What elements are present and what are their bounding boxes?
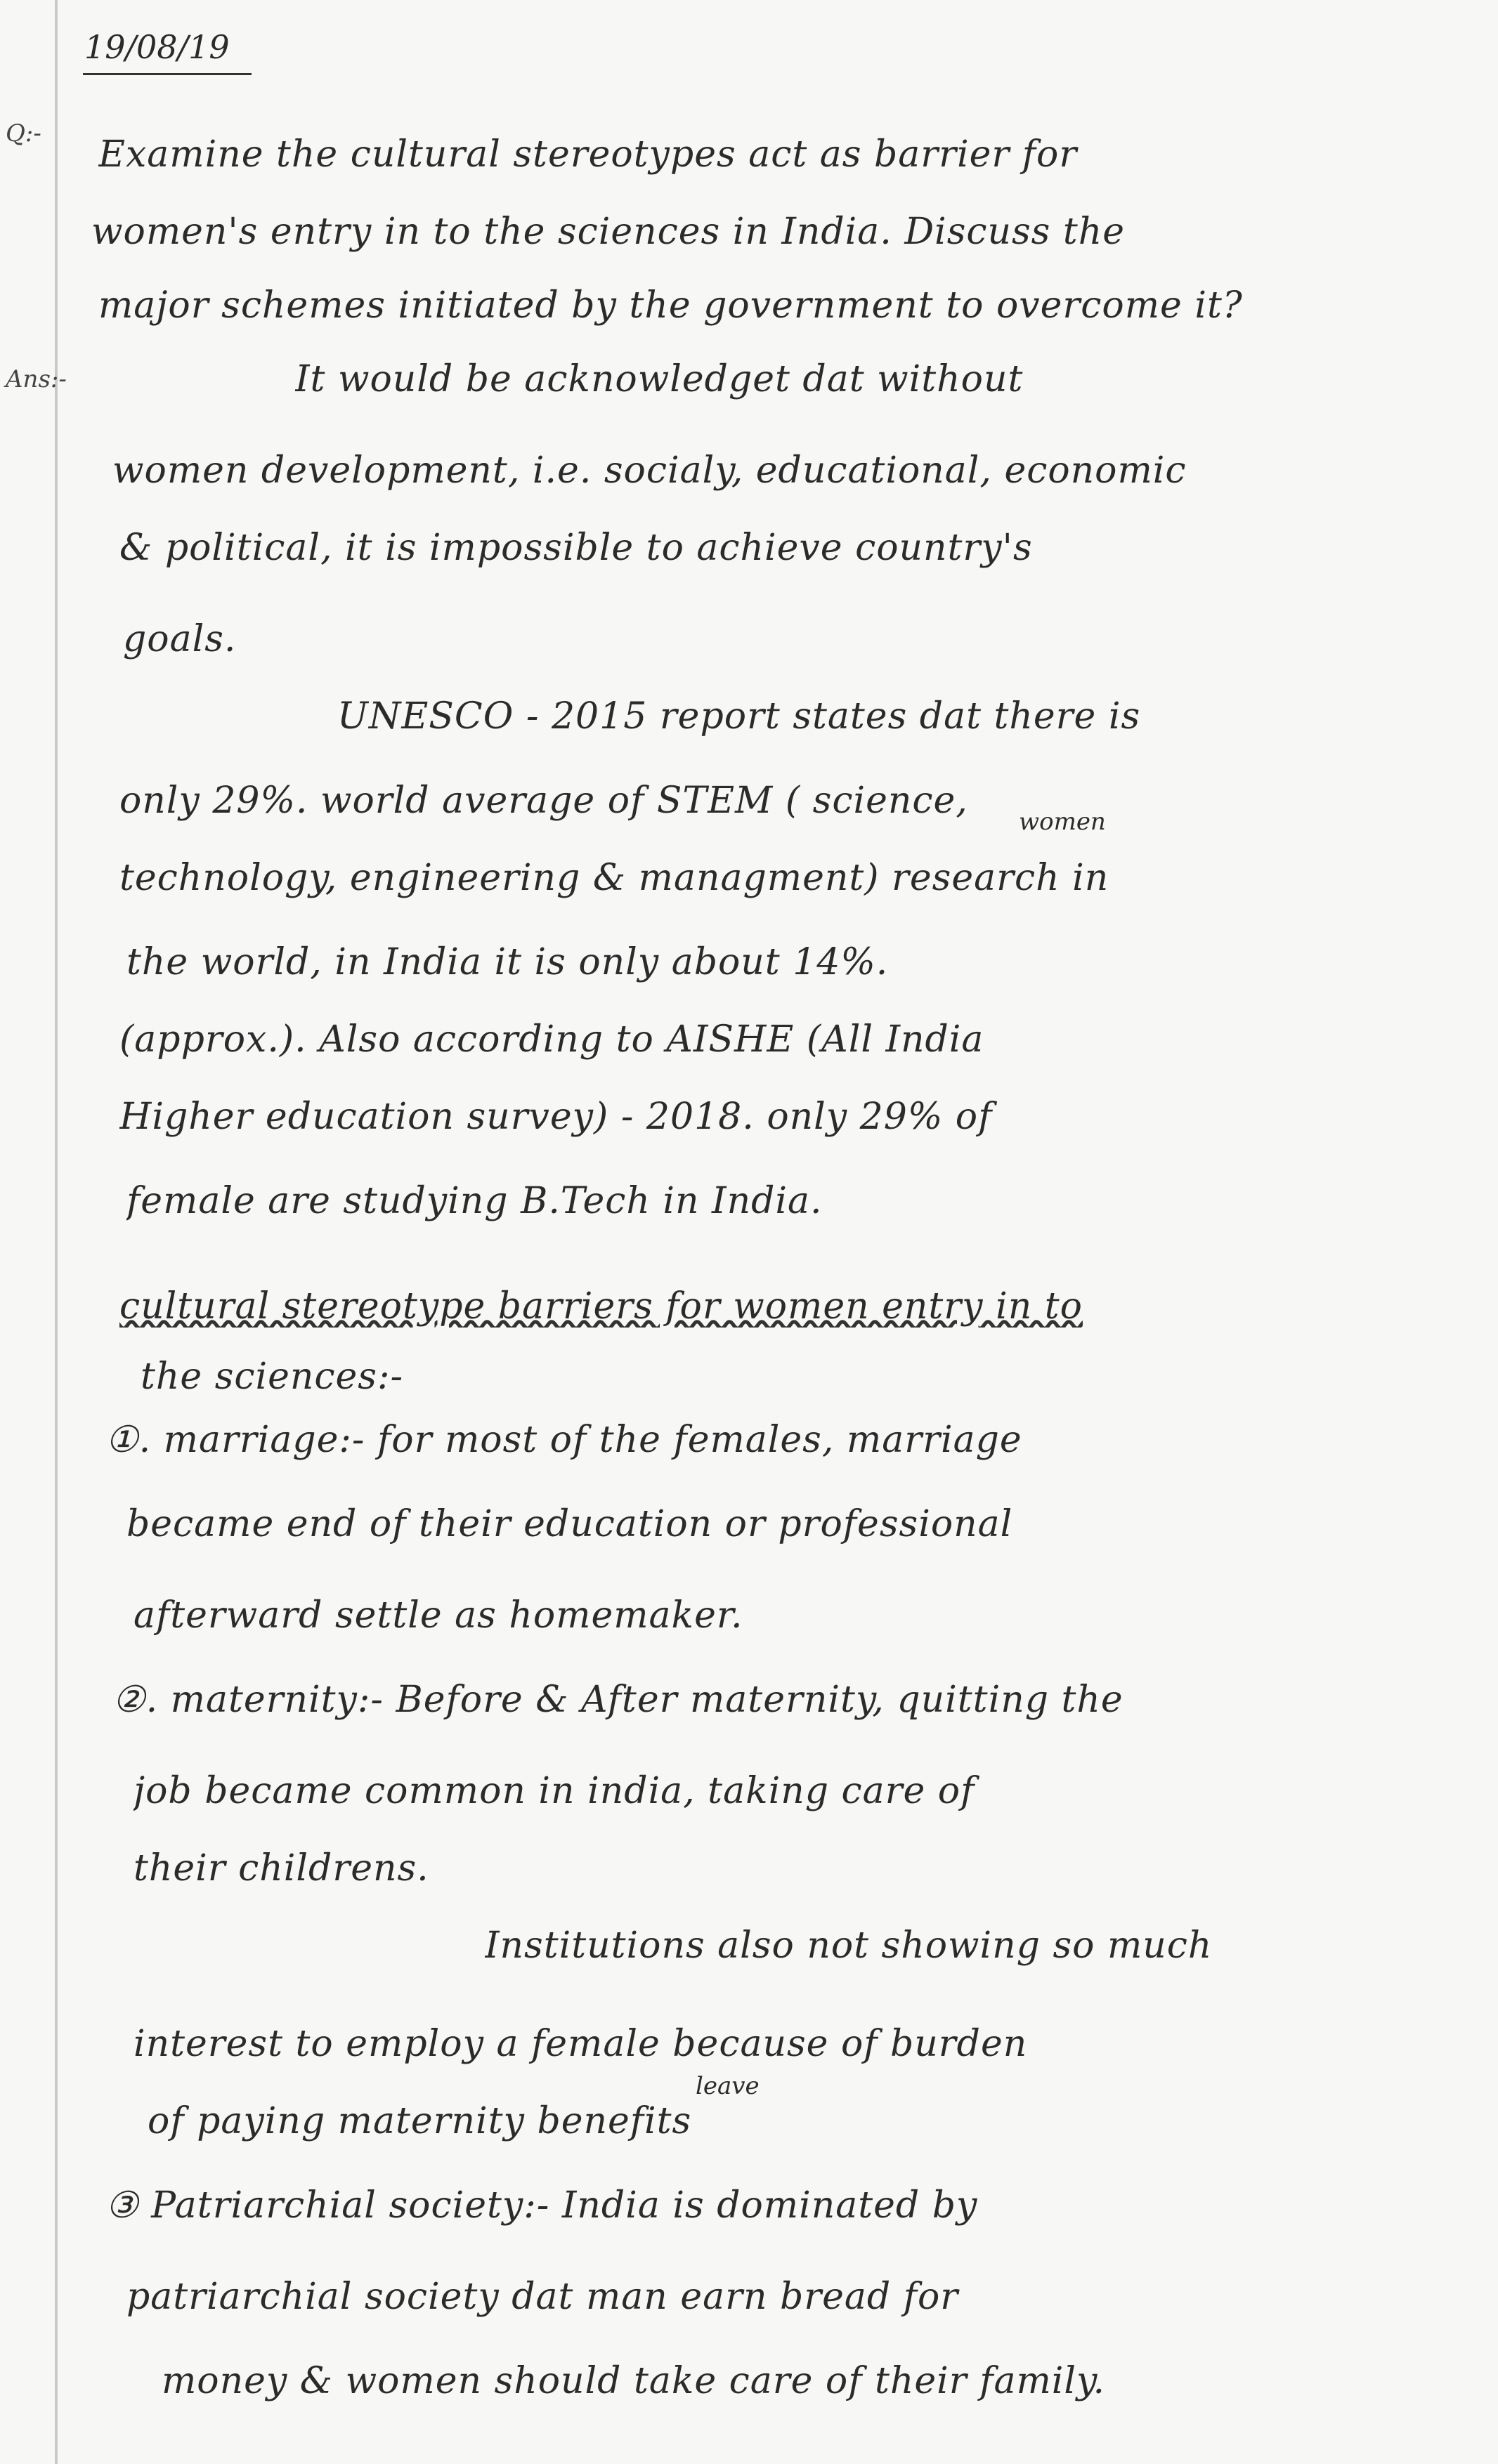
answer-line-4: goals. [123,618,237,660]
answer-line-10: Higher education survey) - 2018. only 29% of [119,1096,993,1138]
answer-line-11: female are studying B.Tech in India. [126,1180,823,1222]
answer-line-6: only 29%. world average of STEM ( science, [119,780,968,822]
answer-line-9: (approx.). Also according to AISHE (All India [119,1018,984,1061]
point-maternity-3: their childrens. [133,1847,429,1889]
point-maternity-5: interest to employ a female because of burden [133,2023,1028,2065]
point-maternity-2: job became common in india, taking care of [133,1770,975,1812]
insertion-leave: leave [696,2072,760,2100]
date-underline [83,73,252,75]
point-marriage-2: became end of their education or professional [126,1503,1013,1545]
insertion-women: women [1019,808,1106,836]
answer-line-1: It would be acknowledget dat without [295,358,1024,400]
question-line-1: Examine the cultural stereotypes act as barrier for [98,133,1078,176]
question-line-3: major schemes initiated by the government to overcome it? [98,284,1243,327]
question-label: Q:- [6,119,41,148]
point-patriarchy-1: ③ Patriarchial society:- India is dominated by [105,2184,978,2227]
answer-line-3: & political, it is impossible to achieve country's [119,527,1033,569]
point-maternity-1: ②. maternity:- Before & After maternity, quitting the [112,1679,1124,1721]
heading-cultural-barriers: cultural stereotype barriers for women entry in to [119,1285,1083,1328]
point-patriarchy-2: patriarchial society dat man earn bread for [126,2276,959,2318]
point-marriage-3: afterward settle as homemaker. [133,1594,743,1637]
answer-line-8: the world, in India it is only about 14%. [126,941,889,983]
point-maternity-4: Institutions also not showing so much [485,1925,1213,1967]
answer-line-7: technology, engineering & managment) research in [119,857,1109,899]
answer-line-2: women development, i.e. socialy, educational, economic [112,450,1187,492]
answer-line-5: UNESCO - 2015 report states dat there is [337,695,1141,738]
point-marriage-1: ①. marriage:- for most of the females, marriage [105,1419,1022,1461]
date: 19/08/19 [84,28,230,66]
point-maternity-6: of paying maternity benefits [148,2100,692,2142]
answer-label: Ans:- [6,365,67,393]
point-patriarchy-3: money & women should take care of their family. [162,2360,1106,2402]
heading-cultural-barriers-cont: the sciences:- [141,1356,404,1398]
question-line-2: women's entry in to the sciences in India. Discuss the [91,211,1126,253]
